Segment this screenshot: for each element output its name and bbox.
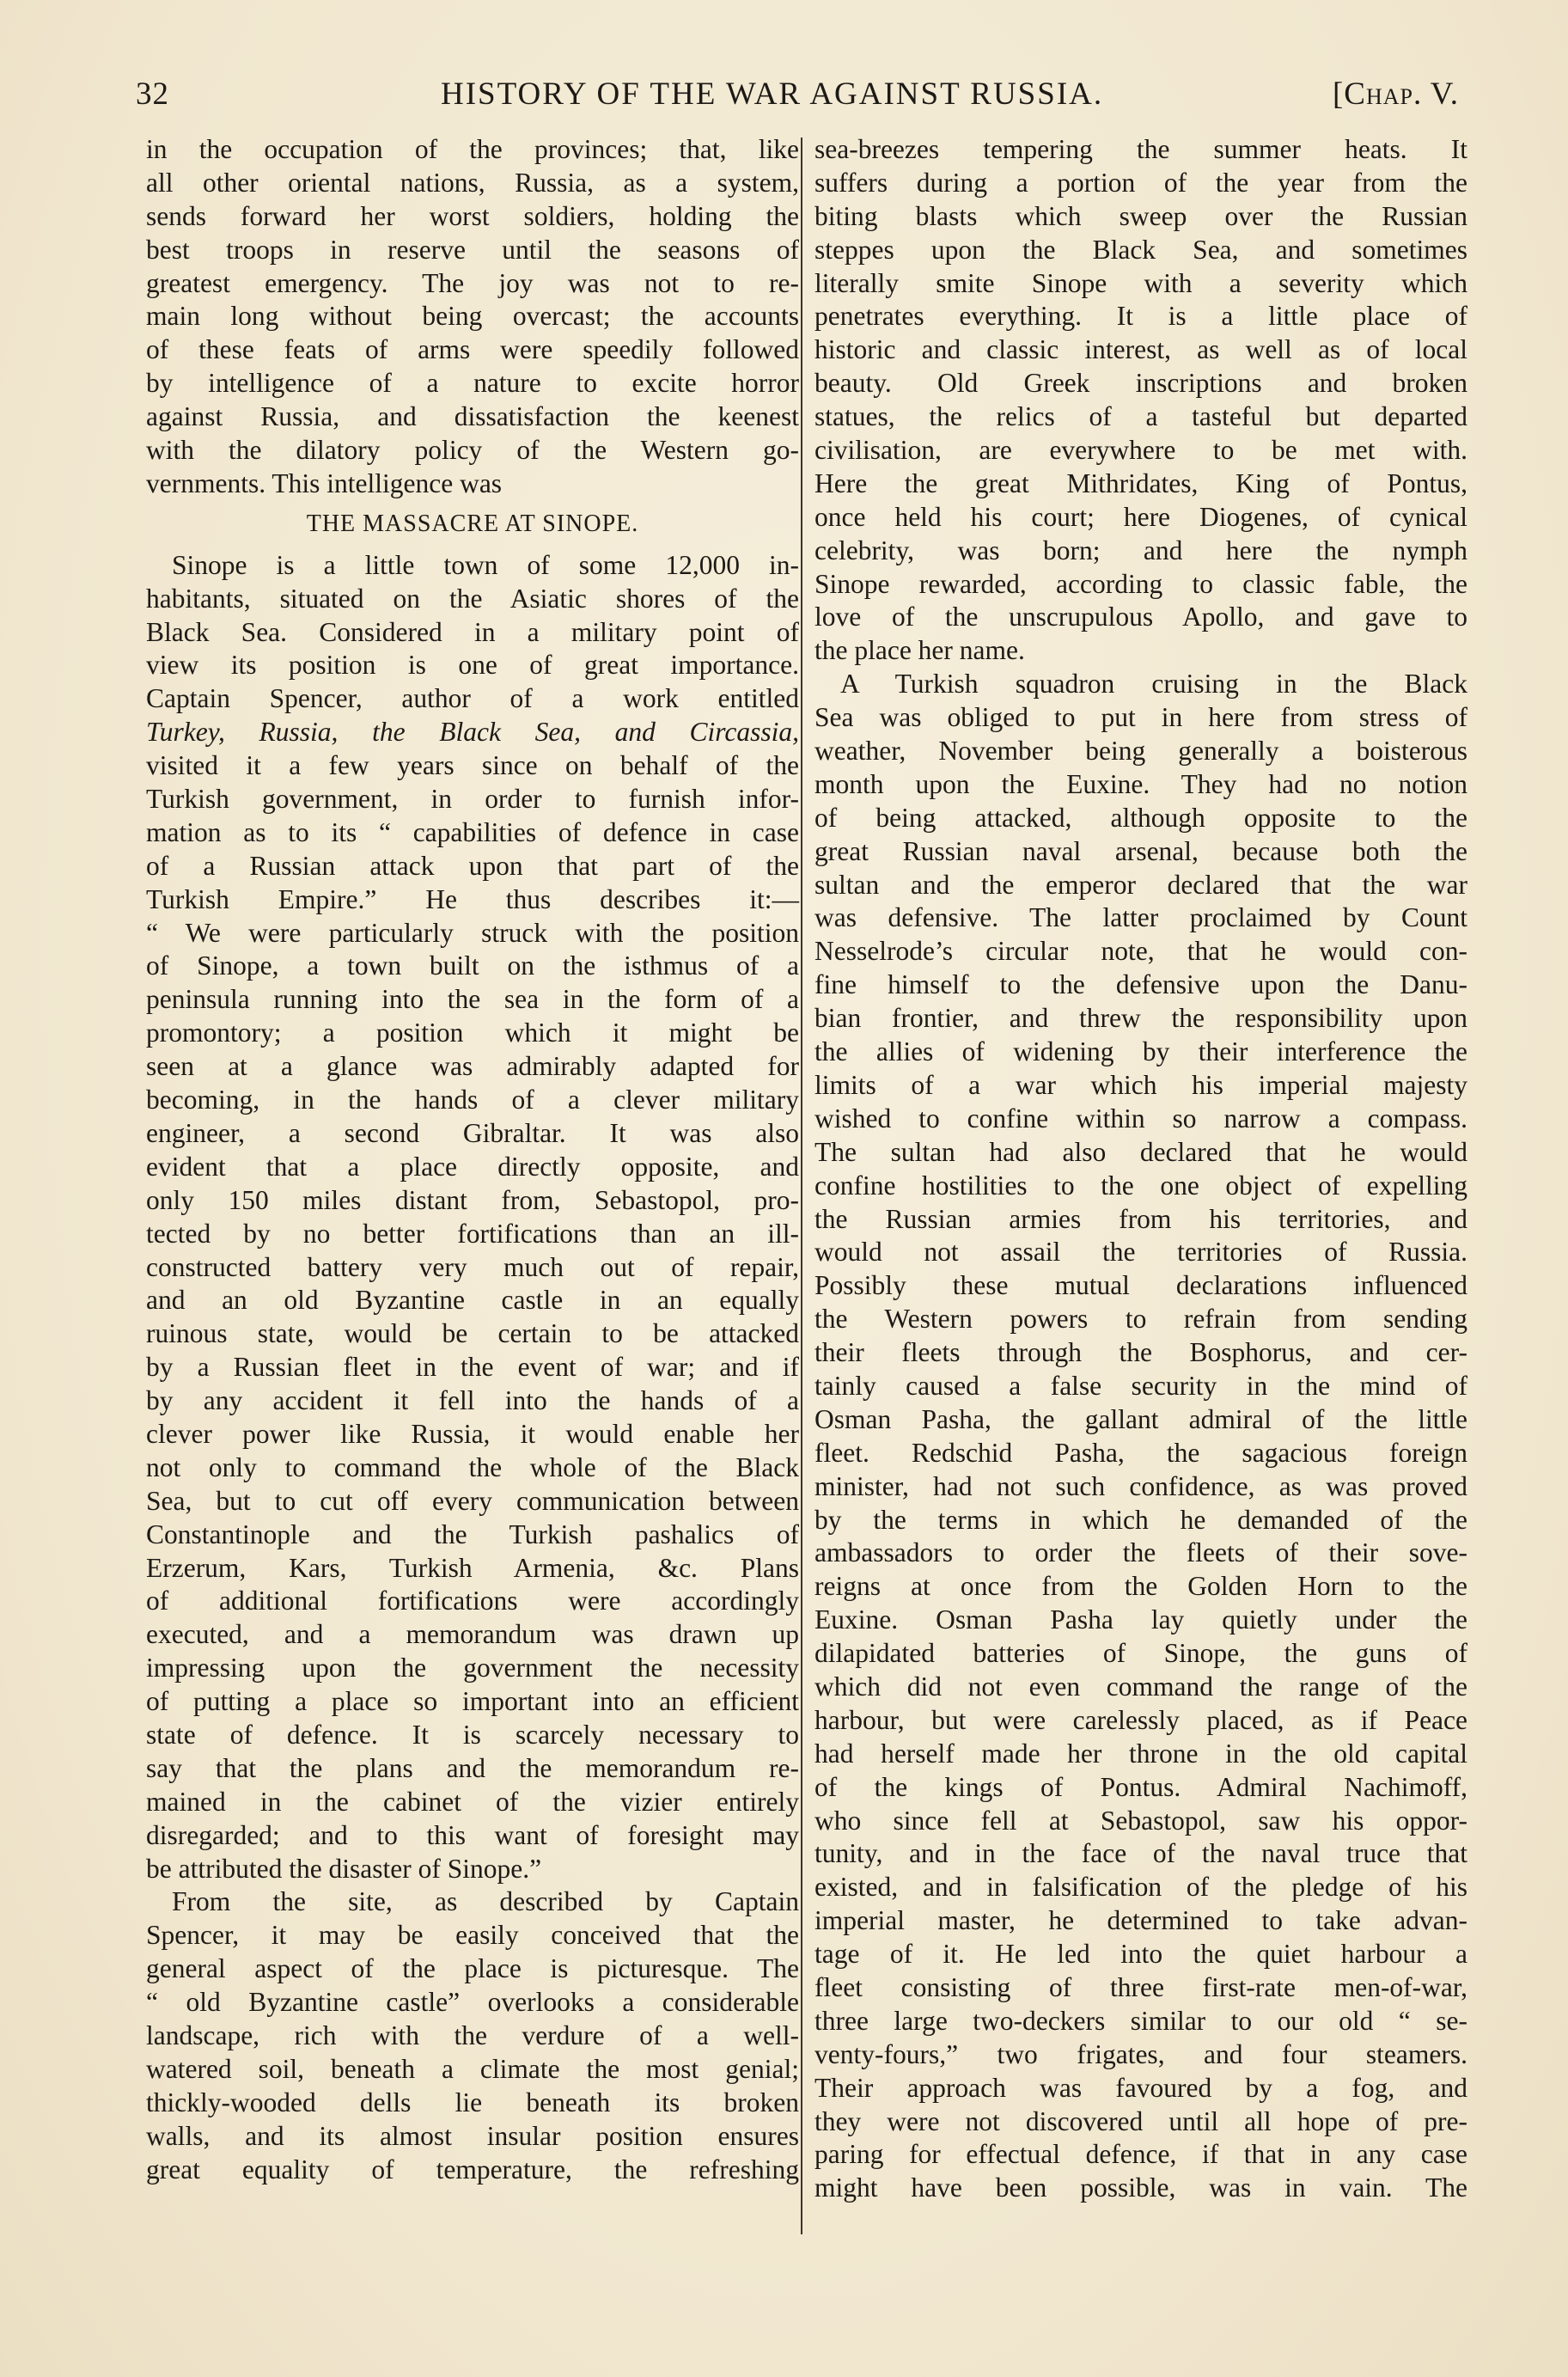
text-line: Here the great Mithridates, King of Pontus, [815, 467, 1467, 498]
running-title: HISTORY OF THE WAR AGAINST RUSSIA. [441, 76, 1104, 112]
text-line: great Russian naval arsenal, because both the [815, 835, 1467, 866]
text-line: against Russia, and dissatisfaction the keenest [146, 401, 799, 432]
text-line: best troops in reserve until the seasons of [146, 234, 799, 265]
text-line: love of the unscrupulous Apollo, and gave to [815, 602, 1467, 632]
text-line: they were not discovered until all hope of pre- [815, 2105, 1467, 2136]
text-line: view its position is one of great importance. [146, 650, 799, 681]
text-line: paring for effectual defence, if that in any case [815, 2139, 1467, 2170]
chapter-reference: [Chap. V. [1332, 76, 1459, 112]
text-line: Spencer, it may be easily conceived that the [146, 1920, 799, 1951]
text-line: minister, had not such confidence, as was proved [815, 1470, 1467, 1501]
text-line: “ old Byzantine castle” overlooks a considerable [146, 1987, 799, 2018]
text-line: biting blasts which sweep over the Russian [815, 200, 1467, 231]
text-line: constructed battery very much out of repair, [146, 1251, 799, 1282]
text-line: bian frontier, and threw the responsibility upon [815, 1003, 1467, 1034]
text-line: three large two-deckers similar to our old “ se- [815, 2005, 1467, 2036]
text-line: The sultan had also declared that he would [815, 1136, 1467, 1167]
text-line: of putting a place so important into an efficient [146, 1686, 799, 1717]
text-line: Sinope is a little town of some 12,000 in- [172, 549, 799, 580]
text-line: Constantinople and the Turkish pashalics of [146, 1518, 799, 1549]
text-line: penetrates everything. It is a little place of [815, 301, 1467, 332]
text-line: had herself made her throne in the old capital [815, 1738, 1467, 1769]
text-line: imperial master, he determined to take advan- [815, 1905, 1467, 1936]
text-line: limits of a war which his imperial majesty [815, 1069, 1467, 1100]
text-line: of a Russian attack upon that part of the [146, 850, 799, 881]
text-line: the Russian armies from his territories, and [815, 1203, 1467, 1234]
text-line: dilapidated batteries of Sinope, the guns of [815, 1638, 1467, 1669]
text-line: Turkey, Russia, the Black Sea, and Circassia, [146, 717, 799, 748]
text-line: great equality of temperature, the refreshing [146, 2154, 799, 2185]
column-divider [801, 137, 802, 2234]
text-line: the allies of widening by their interference the [815, 1036, 1467, 1067]
text-line: mained in the cabinet of the vizier entirely [146, 1786, 799, 1817]
text-line: Osman Pasha, the gallant admiral of the little [815, 1403, 1467, 1434]
text-line: Euxine. Osman Pasha lay quietly under the [815, 1604, 1467, 1635]
text-line: greatest emergency. The joy was not to re- [146, 267, 799, 298]
text-line: of these feats of arms were speedily followed [146, 334, 799, 365]
text-line: engineer, a second Gibraltar. It was also [146, 1117, 799, 1148]
text-line: Sea was obliged to put in here from stress of [815, 702, 1467, 733]
text-line: statues, the relics of a tasteful but departed [815, 401, 1467, 432]
text-line: would not assail the territories of Russia. [815, 1237, 1467, 1268]
text-line: the Western powers to refrain from sending [815, 1304, 1467, 1335]
text-line: harbour, but were carelessly placed, as if Peace [815, 1704, 1467, 1735]
text-line: of additional fortifications were accordingly [146, 1586, 799, 1616]
text-line: confine hostilities to the one object of expelling [815, 1170, 1467, 1201]
text-line: watered soil, beneath a climate the most genial; [146, 2053, 799, 2084]
text-line: Their approach was favoured by a fog, and [815, 2072, 1467, 2103]
text-line: fleet consisting of three first-rate men-of-war, [815, 1971, 1467, 2002]
text-line: Black Sea. Considered in a military point of [146, 616, 799, 647]
section-heading: THE MASSACRE AT SINOPE. [306, 510, 639, 537]
text-line: fleet. Redschid Pasha, the sagacious foreign [815, 1437, 1467, 1468]
text-line: thickly-wooded dells lie beneath its broken [146, 2087, 799, 2117]
text-line: visited it a few years since on behalf of the [146, 750, 799, 781]
text-line: habitants, situated on the Asiatic shores of the [146, 583, 799, 614]
text-line: in the occupation of the provinces; that, like [146, 134, 799, 164]
text-line: wished to confine within so narrow a compass. [815, 1103, 1467, 1134]
text-line: sends forward her worst soldiers, holding the [146, 200, 799, 231]
text-line: literally smite Sinope with a severity which [815, 267, 1467, 298]
text-line: disregarded; and to this want of foresight may [146, 1819, 799, 1850]
text-line: impressing upon the government the necessity [146, 1653, 799, 1683]
text-line: by intelligence of a nature to excite horror [146, 368, 799, 399]
text-line: all other oriental nations, Russia, as a system, [146, 167, 799, 198]
text-line: seen at a glance was admirably adapted for [146, 1051, 799, 1082]
text-line: existed, and in falsification of the pledge of his [815, 1872, 1467, 1903]
text-line: tected by no better fortifications than an ill- [146, 1218, 799, 1249]
text-line: and an old Byzantine castle in an equally [146, 1285, 799, 1316]
text-line: executed, and a memorandum was drawn up [146, 1619, 799, 1650]
text-line: steppes upon the Black Sea, and sometimes [815, 234, 1467, 265]
text-line: tage of it. He led into the quiet harbour a [815, 1939, 1467, 1970]
text-line: which did not even command the range of the [815, 1671, 1467, 1702]
text-line: “ We were particularly struck with the position [146, 917, 799, 948]
text-line: with the dilatory policy of the Western go- [146, 435, 799, 466]
text-line: evident that a place directly opposite, and [146, 1151, 799, 1182]
text-line: suffers during a portion of the year from the [815, 167, 1467, 198]
text-line: tainly caused a false security in the mind of [815, 1370, 1467, 1401]
text-line: civilisation, are everywhere to be met with. [815, 435, 1467, 466]
text-line: main long without being overcast; the accounts [146, 301, 799, 332]
page-header [136, 76, 1459, 119]
text-line: promontory; a position which it might be [146, 1017, 799, 1048]
text-line: sultan and the emperor declared that the war [815, 869, 1467, 900]
right-text-column [815, 133, 1467, 2205]
text-line: Turkish government, in order to furnish infor- [146, 784, 799, 815]
text-line: peninsula running into the sea in the form of a [146, 984, 799, 1015]
text-line: Nesselrode’s circular note, that he would con- [815, 936, 1467, 967]
text-line: venty-fours,” two frigates, and four steamers. [815, 2038, 1467, 2069]
text-line: reigns at once from the Golden Horn to the [815, 1571, 1467, 1602]
text-line: be attributed the disaster of Sinope.” [146, 1853, 542, 1884]
text-line: their fleets through the Bosphorus, and cer- [815, 1337, 1467, 1368]
text-line: landscape, rich with the verdure of a well- [146, 2020, 799, 2050]
text-line: A Turkish squadron cruising in the Black [840, 669, 1467, 700]
text-line: weather, November being generally a boisterous [815, 736, 1467, 767]
text-line: might have been possible, was in vain. The [815, 2172, 1467, 2203]
text-line: Possibly these mutual declarations influenced [815, 1270, 1467, 1301]
text-line: ruinous state, would be certain to be attacked [146, 1318, 799, 1349]
text-line: was defensive. The latter proclaimed by Count [815, 902, 1467, 933]
text-line: by any accident it fell into the hands of a [146, 1385, 799, 1416]
text-line: of Sinope, a town built on the isthmus of a [146, 950, 799, 981]
text-line: ambassadors to order the fleets of their sove- [815, 1537, 1467, 1568]
text-line: say that the plans and the memorandum re- [146, 1752, 799, 1783]
text-line: beauty. Old Greek inscriptions and broken [815, 368, 1467, 399]
text-line: general aspect of the place is picturesque. The [146, 1953, 799, 1984]
text-line: fine himself to the defensive upon the Danu- [815, 969, 1467, 1000]
text-line: of being attacked, although opposite to the [815, 802, 1467, 833]
text-line: From the site, as described by Captain [172, 1886, 799, 1917]
text-line: who since fell at Sebastopol, saw his oppor- [815, 1805, 1467, 1836]
text-line: Captain Spencer, author of a work entitled [146, 683, 799, 714]
text-line: Erzerum, Kars, Turkish Armenia, &c. Plans [146, 1552, 799, 1583]
text-line: Turkish Empire.” He thus describes it:— [146, 883, 799, 914]
text-line: becoming, in the hands of a clever military [146, 1085, 799, 1115]
text-line: tunity, and in the face of the naval truce that [815, 1838, 1467, 1869]
text-line: by the terms in which he demanded of the [815, 1504, 1467, 1535]
text-line: once held his court; here Diogenes, of cynical [815, 501, 1467, 532]
text-line: celebrity, was born; and here the nymph [815, 535, 1467, 565]
text-line: Sea, but to cut off every communication between [146, 1485, 799, 1516]
text-line: mation as to its “ capabilities of defence in case [146, 816, 799, 847]
text-line: vernments. This intelligence was [146, 467, 503, 498]
page-number: 32 [136, 76, 169, 112]
text-line: historic and classic interest, as well as of local [815, 334, 1467, 365]
text-line: only 150 miles distant from, Sebastopol, pro- [146, 1184, 799, 1215]
text-line: not only to command the whole of the Black [146, 1451, 799, 1482]
text-line: walls, and its almost insular position ensures [146, 2120, 799, 2151]
text-line: the place her name. [815, 635, 1025, 666]
text-line: of the kings of Pontus. Admiral Nachimoff, [815, 1771, 1467, 1802]
left-text-column [146, 133, 799, 2186]
text-line: state of defence. It is scarcely necessary to [146, 1719, 799, 1750]
text-line: sea-breezes tempering the summer heats. It [815, 134, 1467, 164]
text-line: by a Russian fleet in the event of war; and if [146, 1352, 799, 1383]
text-line: Sinope rewarded, according to classic fable, the [815, 568, 1467, 599]
text-line: month upon the Euxine. They had no notion [815, 768, 1467, 799]
text-line: clever power like Russia, it would enable her [146, 1418, 799, 1449]
